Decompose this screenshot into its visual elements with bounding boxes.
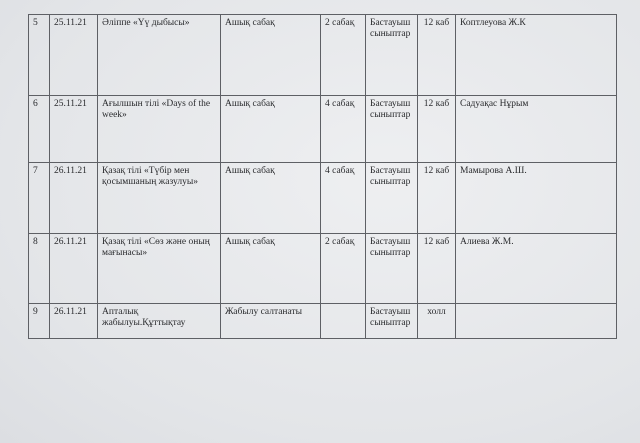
row-event: Қазақ тілі «Сөз және оның мағынасы»: [98, 234, 221, 304]
row-room: холл: [418, 304, 456, 339]
row-grades: Бастауыш сыныптар: [366, 234, 418, 304]
row-number: 6: [29, 96, 50, 163]
row-lessons: 2 сабақ: [321, 234, 366, 304]
row-room: 12 каб: [418, 163, 456, 234]
row-date: 26.11.21: [50, 304, 98, 339]
row-responsible: Садуақас Нұрым: [456, 96, 617, 163]
row-lessons: [321, 304, 366, 339]
row-form: Жабылу салтанаты: [221, 304, 321, 339]
row-number: 5: [29, 15, 50, 96]
schedule-table: [28, 14, 617, 339]
row-grades: Бастауыш сыныптар: [366, 96, 418, 163]
table-row: [29, 96, 617, 163]
row-room: 12 каб: [418, 234, 456, 304]
table-row: [29, 15, 617, 96]
row-grades: Бастауыш сыныптар: [366, 15, 418, 96]
row-lessons: 4 сабақ: [321, 163, 366, 234]
row-grades: Бастауыш сыныптар: [366, 163, 418, 234]
row-form: Ашық сабақ: [221, 234, 321, 304]
row-responsible: Коптлеуова Ж.К: [456, 15, 617, 96]
row-date: 26.11.21: [50, 163, 98, 234]
table-row: [29, 304, 617, 339]
row-number: 7: [29, 163, 50, 234]
row-date: 25.11.21: [50, 96, 98, 163]
row-responsible: [456, 304, 617, 339]
table-row: [29, 163, 617, 234]
row-form: Ашық сабақ: [221, 163, 321, 234]
row-form: Ашық сабақ: [221, 96, 321, 163]
row-date: 26.11.21: [50, 234, 98, 304]
row-date: 25.11.21: [50, 15, 98, 96]
row-lessons: 4 сабақ: [321, 96, 366, 163]
row-lessons: 2 сабақ: [321, 15, 366, 96]
row-number: 8: [29, 234, 50, 304]
row-grades: Бастауыш сыныптар: [366, 304, 418, 339]
row-form: Ашық сабақ: [221, 15, 321, 96]
row-room: 12 каб: [418, 96, 456, 163]
row-number: 9: [29, 304, 50, 339]
row-event: Әліппе «Үү дыбысы»: [98, 15, 221, 96]
table-row: [29, 234, 617, 304]
row-event: Ағылшын тілі «Days of the week»: [98, 96, 221, 163]
row-room: 12 каб: [418, 15, 456, 96]
row-responsible: Алиева Ж.М.: [456, 234, 617, 304]
row-event: Апталық жабылуы.Құттықтау: [98, 304, 221, 339]
row-responsible: Мамырова А.Ш.: [456, 163, 617, 234]
row-event: Қазақ тілі «Түбір мен қосымшаның жазулуы»: [98, 163, 221, 234]
